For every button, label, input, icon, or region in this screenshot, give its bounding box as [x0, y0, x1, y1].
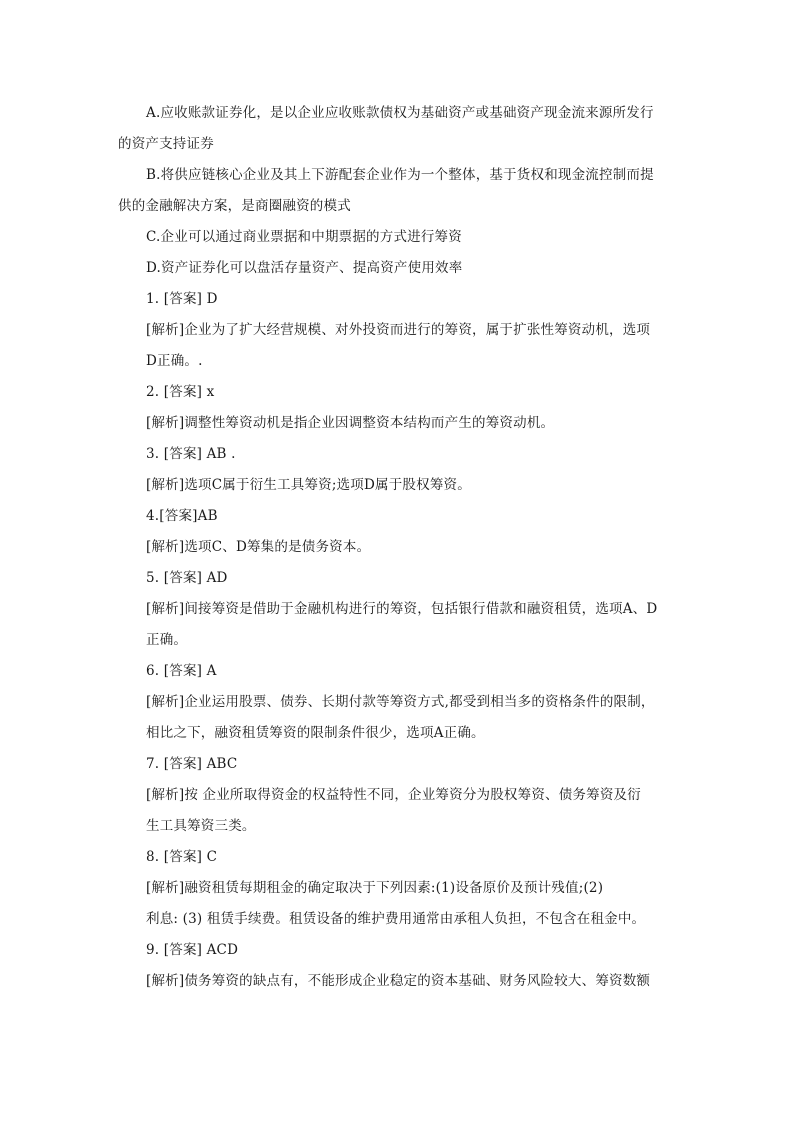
text-line: [解析]债务筹资的缺点有，不能形成企业稳定的资本基础、财务风险较大、筹资数额	[146, 973, 651, 989]
text-line: [解析]按 企业所取得资金的权益特性不同，企业筹资分为股权筹资、债务筹资及衍	[146, 787, 641, 803]
text-line: [解析]企业运用股票、债券、长期付款等筹资方式,都受到相当多的资格条件的限制，	[146, 694, 655, 710]
text-line: 供的金融解决方案，是商圈融资的模式	[118, 198, 351, 214]
text-line: D正确。.	[146, 353, 203, 369]
text-line: 7. [答案] ABC	[146, 756, 238, 772]
text-line: [解析]选项C属于衍生工具筹资;选项D属于股权筹资。	[146, 477, 471, 493]
text-line: 正确。	[146, 632, 188, 648]
text-line: 9. [答案] ACD	[146, 942, 239, 958]
text-line: 利息: (3) 租赁手续费。租赁设备的维护费用通常由承租人负担，不包含在租金中。	[146, 911, 646, 927]
text-line: 相比之下，融资租赁筹资的限制条件很少，选项A正确。	[146, 725, 485, 741]
document-body	[118, 98, 678, 997]
text-line: 4.[答案]AB	[146, 508, 218, 524]
text-line: C.企业可以通过商业票据和中期票据的方式进行筹资	[146, 229, 462, 245]
text-line: 3. [答案] AB .	[146, 446, 236, 462]
text-line: 1. [答案] D	[146, 291, 218, 307]
text-line: B.将供应链核心企业及其上下游配套企业作为一个整体，基于货权和现金流控制而提	[146, 167, 654, 183]
text-line: D.资产证券化可以盘活存量资产、提高资产使用效率	[146, 260, 463, 276]
text-line: 6. [答案] A	[146, 663, 217, 679]
text-line: 生工具筹资三类。	[146, 818, 256, 834]
text-line: 的资产支持证券	[118, 136, 214, 152]
text-line: A.应收账款证券化，是以企业应收账款债权为基础资产或基础资产现金流来源所发行	[146, 105, 654, 121]
text-line: [解析]融资租赁每期租金的确定取决于下列因素:(1)设备原价及预计残值;(2)	[146, 880, 604, 896]
text-line: [解析]企业为了扩大经营规模、对外投资而进行的筹资，属于扩张性筹资动机，选项	[146, 322, 651, 338]
text-line: 5. [答案] AD	[146, 570, 228, 586]
text-line: [解析]选项C、D筹集的是债务资本。	[146, 539, 371, 555]
text-line: 8. [答案] C	[146, 849, 218, 865]
text-line: [解析]调整性筹资动机是指企业因调整资本结构而产生的筹资动机。	[146, 415, 555, 431]
text-line: 2. [答案] x	[146, 384, 215, 400]
text-line: [解析]间接筹资是借助于金融机构进行的筹资，包括银行借款和融资租赁，选项A、D	[146, 601, 658, 617]
